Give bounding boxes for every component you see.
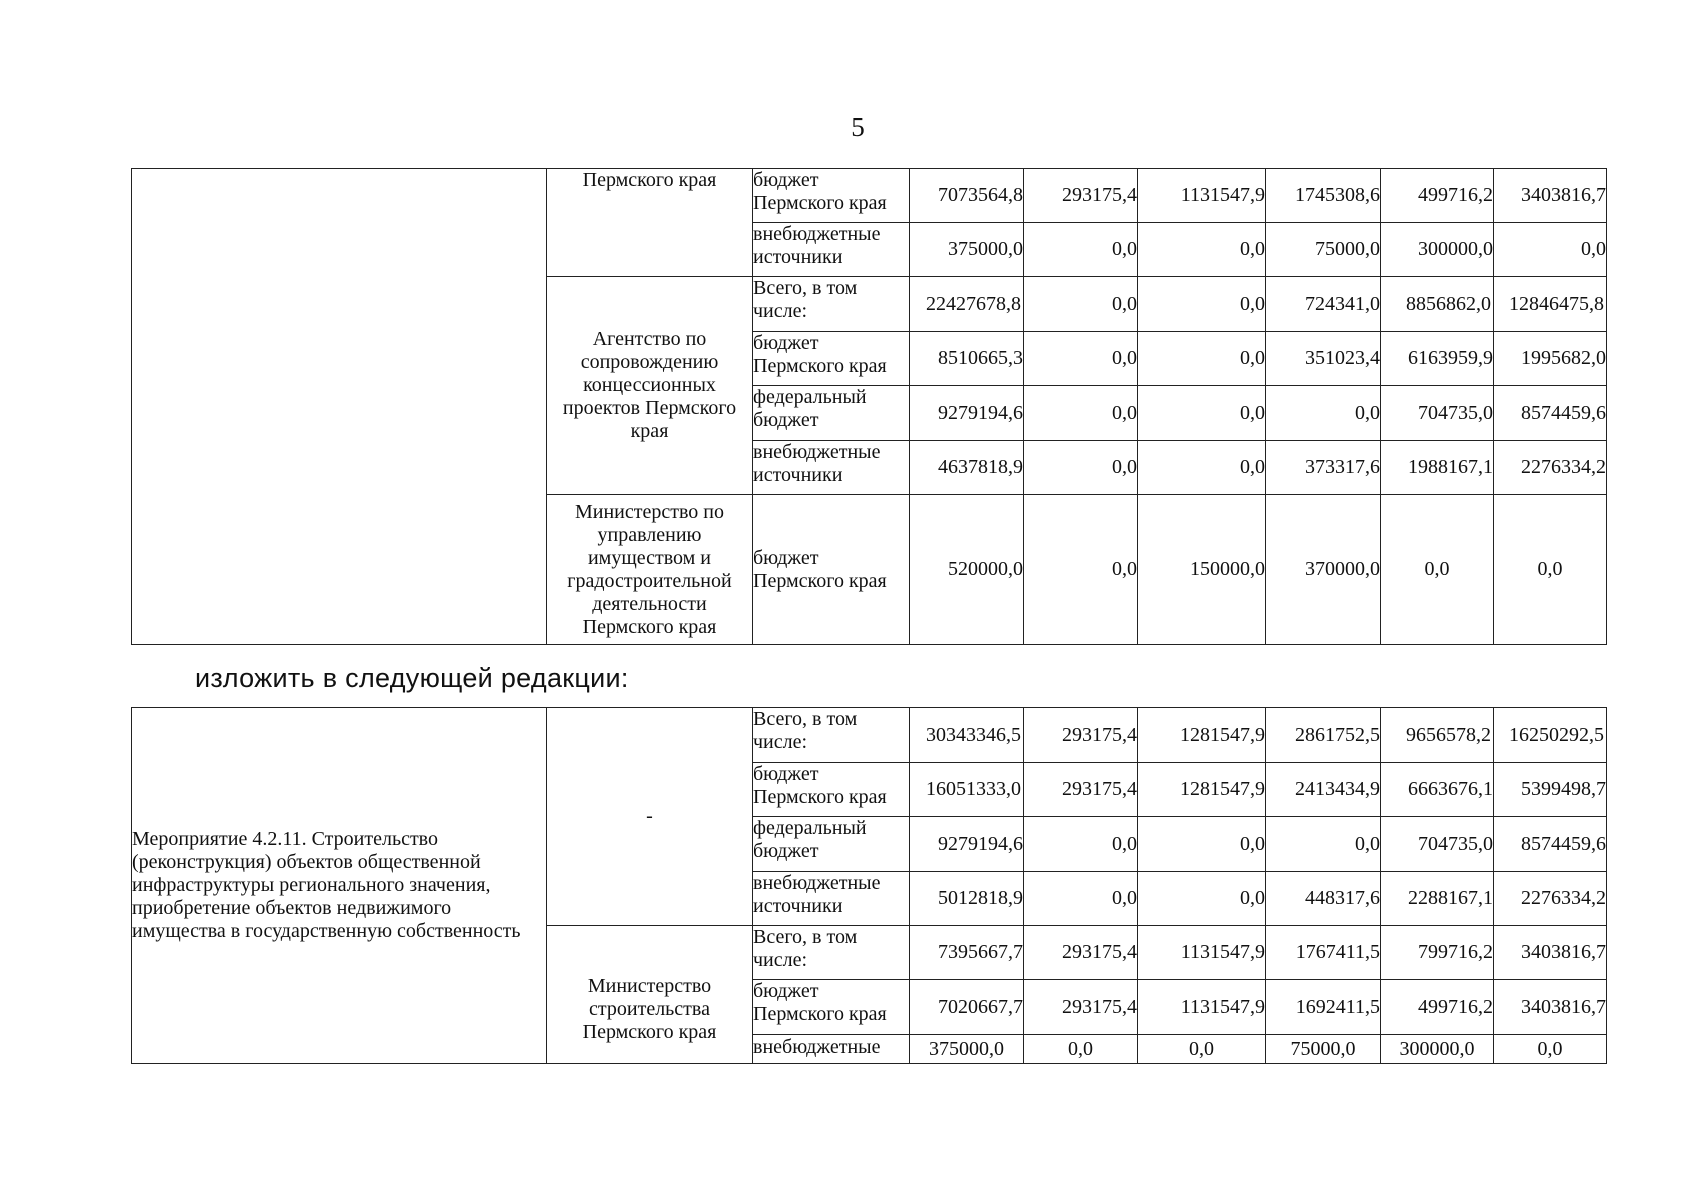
funding-source-text: внебюджетные источники [753, 223, 881, 268]
value-year-5: 2276334,2 [1494, 872, 1607, 926]
org-cell: Министерство строительства Пермского края [547, 926, 753, 1064]
value-year-5: 8574459,6 [1494, 817, 1607, 872]
funding-source-text: бюджет Пермского края [753, 763, 887, 808]
funding-source-text: Всего, в том числе: [753, 277, 858, 322]
value-year-5: 3403816,7 [1494, 926, 1607, 980]
dash-cell: - [547, 708, 753, 926]
value-year-2: 0,0 [1138, 441, 1266, 495]
org-cell: Министерство по управлению имуществом и градостроительной деятельности Пермского края [547, 495, 753, 645]
value-year-3: 1745308,6 [1266, 169, 1381, 223]
funding-source-cell [753, 441, 910, 495]
value-year-3: 2861752,5 [1266, 708, 1381, 763]
funding-source-cell [753, 980, 910, 1035]
funding-source-text: федеральный бюджет [753, 817, 867, 862]
value-year-4: 6663676,1 [1381, 763, 1494, 817]
value-total: 375000,0 [910, 1035, 1024, 1064]
value-year-5: 5399498,7 [1494, 763, 1607, 817]
budget-table-previous [131, 168, 1607, 645]
funding-source-cell [753, 926, 910, 980]
value-year-3: 75000,0 [1266, 1035, 1381, 1064]
value-year-2: 1281547,9 [1138, 708, 1266, 763]
value-year-4: 1988167,1 [1381, 441, 1494, 495]
funding-source-text: бюджет Пермского края [753, 980, 887, 1025]
page-number: 5 [851, 112, 865, 142]
value-year-4: 704735,0 [1381, 817, 1494, 872]
value-year-2: 0,0 [1138, 386, 1266, 441]
value-year-2: 0,0 [1138, 223, 1266, 277]
value-year-1: 0,0 [1024, 332, 1138, 386]
value-year-3: 351023,4 [1266, 332, 1381, 386]
value-year-1: 0,0 [1024, 817, 1138, 872]
value-year-5: 12846475,8 [1494, 277, 1607, 332]
value-year-1: 293175,4 [1024, 926, 1138, 980]
value-total: 9279194,6 [910, 817, 1024, 872]
value-year-4: 9656578,2 [1381, 708, 1494, 763]
value-year-5: 0,0 [1494, 1035, 1607, 1064]
value-year-2: 0,0 [1138, 817, 1266, 872]
funding-source-cell [753, 332, 910, 386]
value-year-4: 799716,2 [1381, 926, 1494, 980]
value-year-1: 0,0 [1024, 441, 1138, 495]
funding-source-text: федеральный бюджет [753, 386, 867, 431]
value-year-1: 293175,4 [1024, 763, 1138, 817]
value-year-3: 724341,0 [1266, 277, 1381, 332]
value-year-2: 1281547,9 [1138, 763, 1266, 817]
value-total: 16051333,0 [910, 763, 1024, 817]
funding-source-cell [753, 386, 910, 441]
funding-source-cell: бюджет Пермского края [753, 495, 910, 645]
funding-source-text: внебюджетные источники [753, 872, 881, 917]
value-year-3: 373317,6 [1266, 441, 1381, 495]
value-year-1: 0,0 [1024, 386, 1138, 441]
value-year-3: 370000,0 [1266, 495, 1381, 645]
value-year-2: 150000,0 [1138, 495, 1266, 645]
value-year-5: 0,0 [1494, 223, 1607, 277]
value-total: 7073564,8 [910, 169, 1024, 223]
value-year-4: 704735,0 [1381, 386, 1494, 441]
value-year-2: 0,0 [1138, 332, 1266, 386]
value-year-3: 1692411,5 [1266, 980, 1381, 1035]
table-row [132, 169, 1607, 223]
value-total: 9279194,6 [910, 386, 1024, 441]
value-year-2: 1131547,9 [1138, 980, 1266, 1035]
value-year-5: 8574459,6 [1494, 386, 1607, 441]
funding-source-cell: внебюджетные [753, 1035, 910, 1064]
value-year-1: 293175,4 [1024, 980, 1138, 1035]
value-year-3: 448317,6 [1266, 872, 1381, 926]
value-year-3: 0,0 [1266, 817, 1381, 872]
funding-source-text: Всего, в том числе: [753, 708, 858, 753]
value-year-3: 1767411,5 [1266, 926, 1381, 980]
value-total: 30343346,5 [910, 708, 1024, 763]
funding-source-cell [753, 872, 910, 926]
event-description-cell: Мероприятие 4.2.11. Строительство (реконструкция) объектов общественной инфраструктуры регионального значения, приобретение объектов недвижимого имущества в государственную собственность [132, 708, 547, 1064]
value-year-5: 2276334,2 [1494, 441, 1607, 495]
instruction-phrase: изложить в следующей редакции: [195, 663, 629, 693]
value-year-2: 0,0 [1138, 1035, 1266, 1064]
value-year-1: 0,0 [1024, 277, 1138, 332]
value-total: 22427678,8 [910, 277, 1024, 332]
budget-table-new [131, 707, 1607, 1064]
value-year-3: 2413434,9 [1266, 763, 1381, 817]
value-year-4: 6163959,9 [1381, 332, 1494, 386]
value-year-4: 0,0 [1381, 495, 1494, 645]
value-total: 4637818,9 [910, 441, 1024, 495]
funding-source-cell [753, 817, 910, 872]
table-row [132, 708, 1607, 763]
value-year-2: 1131547,9 [1138, 169, 1266, 223]
value-total: 8510665,3 [910, 332, 1024, 386]
value-total: 7020667,7 [910, 980, 1024, 1035]
funding-source-cell [753, 708, 910, 763]
value-year-2: 1131547,9 [1138, 926, 1266, 980]
funding-source-cell [753, 763, 910, 817]
value-year-5: 3403816,7 [1494, 980, 1607, 1035]
value-year-5: 3403816,7 [1494, 169, 1607, 223]
value-total: 7395667,7 [910, 926, 1024, 980]
funding-source-cell [753, 223, 910, 277]
value-year-4: 499716,2 [1381, 980, 1494, 1035]
org-cell: Агентство по сопровождению концессионных проектов Пермского края [547, 277, 753, 495]
value-year-4: 8856862,0 [1381, 277, 1494, 332]
value-year-3: 75000,0 [1266, 223, 1381, 277]
value-year-5: 16250292,5 [1494, 708, 1607, 763]
funding-source-text: бюджет Пермского края [753, 332, 887, 377]
value-year-1: 0,0 [1024, 872, 1138, 926]
value-year-4: 300000,0 [1381, 1035, 1494, 1064]
value-total: 375000,0 [910, 223, 1024, 277]
value-year-5: 1995682,0 [1494, 332, 1607, 386]
empty-event-cell [132, 169, 547, 645]
funding-source-cell [753, 169, 910, 223]
value-year-1: 293175,4 [1024, 169, 1138, 223]
funding-source-cell [753, 277, 910, 332]
value-year-1: 293175,4 [1024, 708, 1138, 763]
value-year-4: 300000,0 [1381, 223, 1494, 277]
value-year-5: 0,0 [1494, 495, 1607, 645]
funding-source-text: бюджет Пермского края [753, 169, 887, 214]
funding-source-text: внебюджетные источники [753, 441, 881, 486]
value-year-1: 0,0 [1024, 223, 1138, 277]
org-cell: Пермского края [547, 169, 753, 277]
value-year-1: 0,0 [1024, 1035, 1138, 1064]
value-year-4: 499716,2 [1381, 169, 1494, 223]
value-year-2: 0,0 [1138, 277, 1266, 332]
funding-source-text: Всего, в том числе: [753, 926, 858, 971]
value-year-1: 0,0 [1024, 495, 1138, 645]
value-total: 5012818,9 [910, 872, 1024, 926]
value-total: 520000,0 [910, 495, 1024, 645]
value-year-2: 0,0 [1138, 872, 1266, 926]
value-year-4: 2288167,1 [1381, 872, 1494, 926]
value-year-3: 0,0 [1266, 386, 1381, 441]
